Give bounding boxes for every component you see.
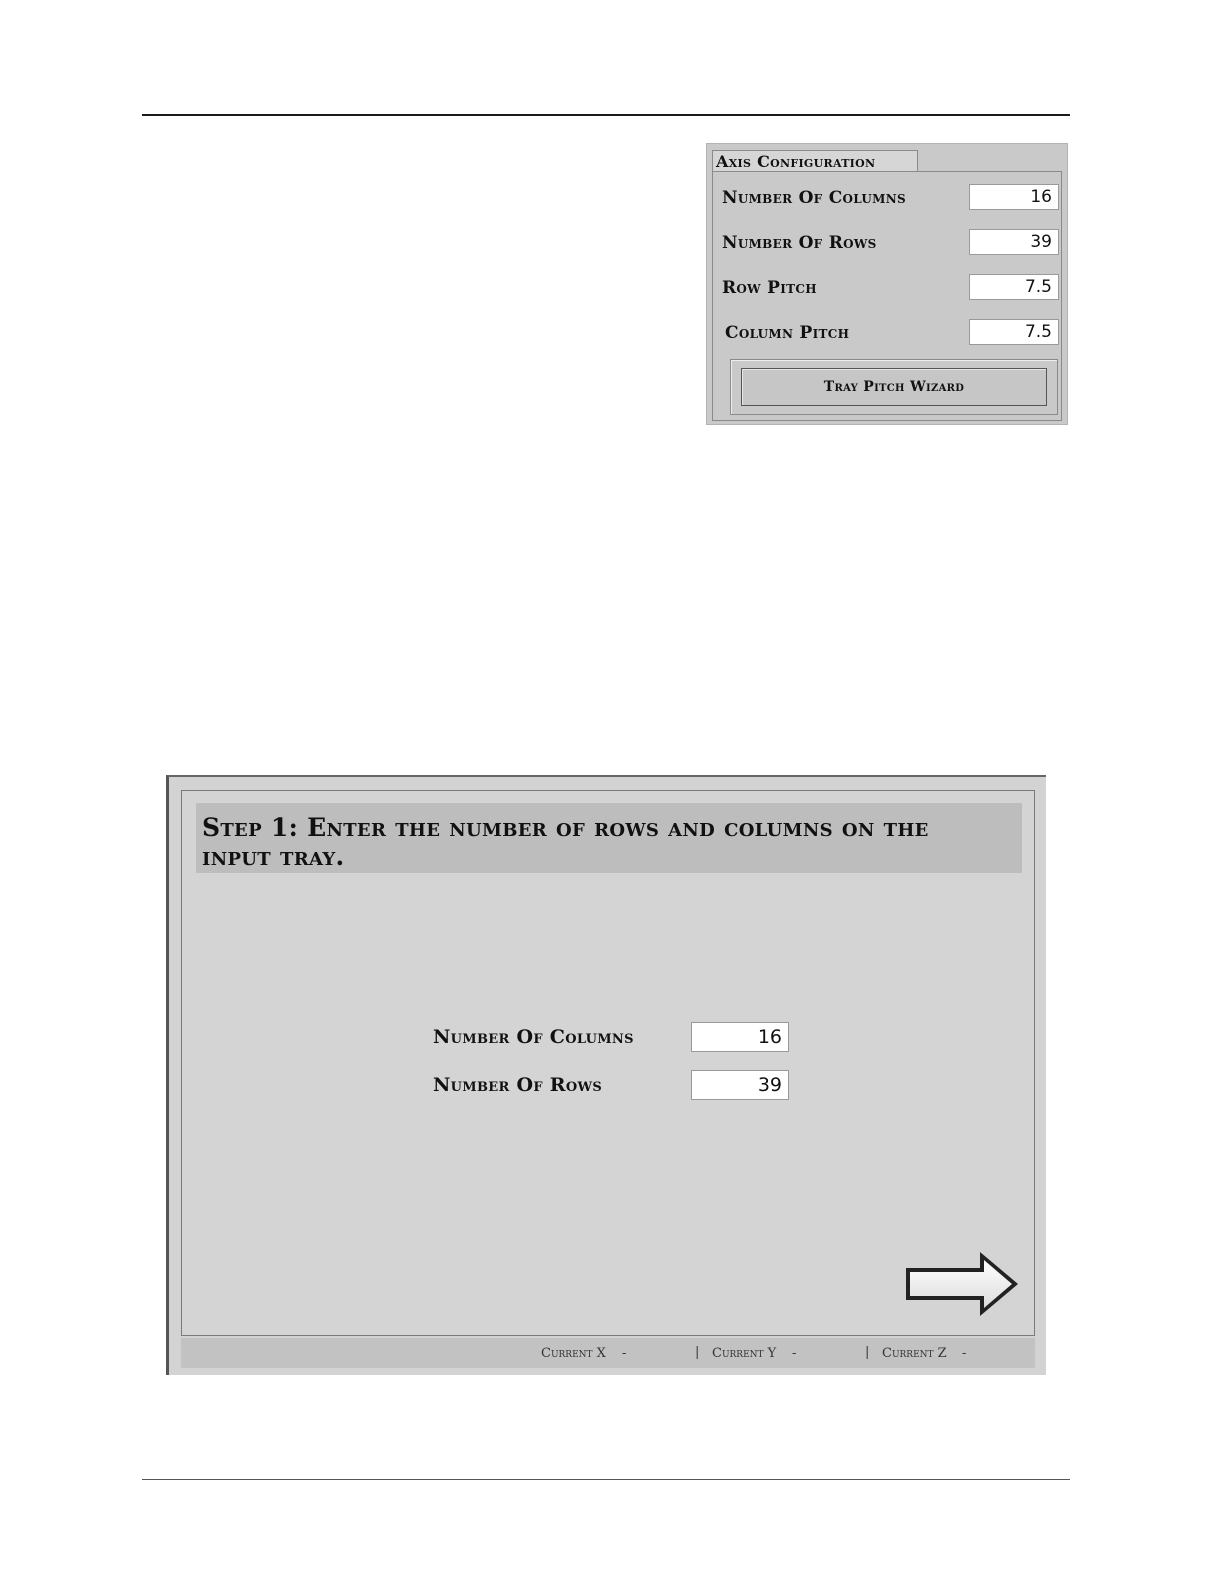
step-title-line-2: input tray. (202, 842, 345, 871)
step-title-line-1: Step 1: Enter the number of rows and columns on the (202, 813, 929, 842)
current-y-value: - (792, 1346, 797, 1361)
current-x-value: - (622, 1346, 627, 1361)
number-of-columns-input[interactable] (969, 184, 1059, 210)
wizard-number-of-columns-input[interactable] (691, 1022, 789, 1052)
current-x-label: Current X (541, 1346, 606, 1361)
status-bar (181, 1338, 1035, 1368)
footer-rule (142, 1479, 1070, 1480)
header-rule (142, 114, 1070, 116)
wizard-number-of-columns-label: Number Of Columns (433, 1026, 634, 1048)
status-separator: | (865, 1345, 870, 1360)
wizard-content-frame (181, 790, 1035, 1336)
right-arrow-icon[interactable] (902, 1249, 1024, 1319)
wizard-button-frame (730, 359, 1058, 415)
current-z-label: Current Z (882, 1346, 947, 1361)
axis-configuration-tab[interactable]: Axis Configuration (712, 150, 918, 172)
status-separator: | (695, 1345, 700, 1360)
step-banner (196, 803, 1022, 873)
row-pitch-input[interactable] (969, 274, 1059, 300)
wizard-number-of-rows-input[interactable] (691, 1070, 789, 1100)
tray-pitch-wizard-button[interactable]: Tray Pitch Wizard (741, 368, 1047, 406)
axis-configuration-panel (706, 143, 1068, 425)
current-z-value: - (962, 1346, 967, 1361)
number-of-rows-label: Number Of Rows (722, 233, 877, 253)
tray-pitch-wizard-window (166, 775, 1046, 1375)
axis-configuration-body (712, 171, 1062, 421)
row-pitch-label: Row Pitch (722, 278, 817, 298)
column-pitch-input[interactable] (969, 319, 1059, 345)
number-of-rows-input[interactable] (969, 229, 1059, 255)
wizard-number-of-rows-label: Number Of Rows (433, 1074, 603, 1096)
column-pitch-label: Column Pitch (725, 323, 850, 343)
current-y-label: Current Y (712, 1346, 777, 1361)
number-of-columns-label: Number Of Columns (722, 188, 906, 208)
